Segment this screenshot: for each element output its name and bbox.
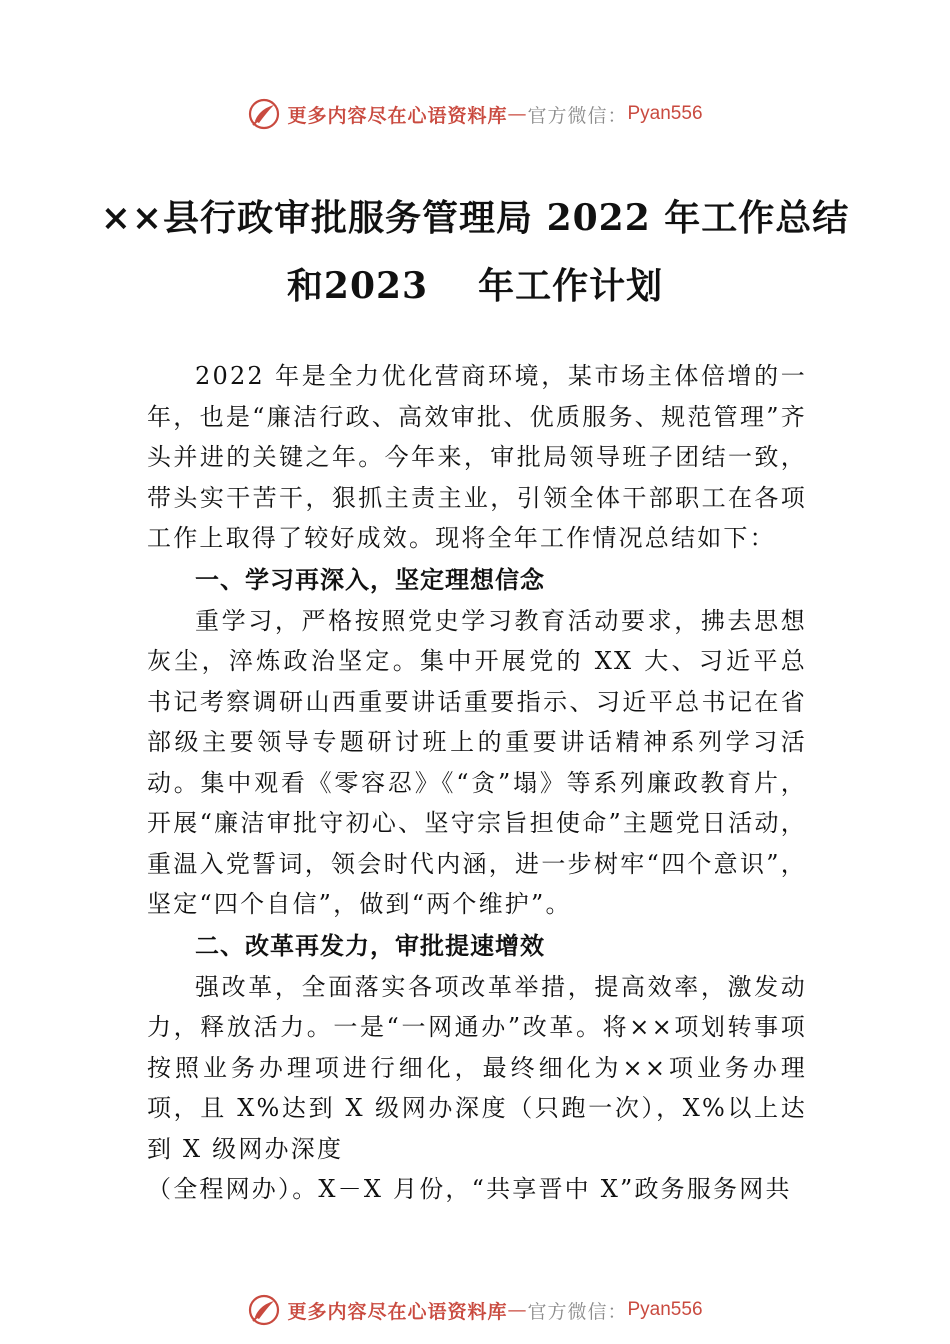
watermark-banner-top (0, 94, 950, 134)
banner-dash: — (507, 103, 528, 125)
section1-paragraph: 重学习，严格按照党史学习教育活动要求，拂去思想灰尘，淬炼政治坚定。集中开展党的 XX 大、习近平总书记考察调研山西重要讲话重要指示、习近平总书记在省部级主要领导专题研讨班上的重要讲话精神系列学习活动。集中观看《零容忍》《“贪”塌》等系列廉政教育片，开展“廉洁审批守初心、坚守宗旨担使命”主题党日活动，重温入党誓词，领会时代内涵，进一步树牢“四个意识”，坚定“四个自信”，做到“两个维护”。 (147, 606, 807, 918)
document-body (147, 356, 807, 1210)
title-line2-part-a: 和2023 (286, 265, 429, 307)
title-line2-part-b: 年工作计划 (478, 265, 664, 307)
brush-logo-icon (247, 1293, 281, 1327)
watermark-banner-bottom (0, 1290, 950, 1330)
brush-logo-icon (247, 97, 281, 131)
banner-slogan: 更多内容尽在心语资料库 (287, 104, 508, 127)
section2-paragraph-continued: （全程网办）。X－X 月份，“共享晋中 X”政务服务网共 (147, 1175, 792, 1203)
banner-wechat-label: 官方微信： (527, 104, 628, 127)
section-heading-2: 二、改革再发力，审批提速增效 (195, 931, 545, 960)
banner-slogan: 更多内容尽在心语资料库 (287, 1300, 508, 1323)
intro-paragraph: 2022 年是全力优化营商环境，某市场主体倍增的一年，也是“廉洁行政、高效审批、优质服务、规范管理”齐头并进的关键之年。今年来，审批局领导班子团结一致，带头实干苦干，狠抓主责主业，引领全体干部职工在各项工作上取得了较好成效。现将全年工作情况总结如下： (147, 362, 807, 552)
banner-wechat-label: 官方微信： (527, 1300, 628, 1323)
section-heading-1: 一、学习再深入，坚定理想信念 (195, 565, 545, 594)
banner-wechat-handle: Pyan556 (627, 1299, 703, 1320)
document-title-line1: ××县行政审批服务管理局 2022 年工作总结 (100, 197, 850, 239)
document-title-line2 (0, 258, 950, 309)
section2-paragraph: 强改革，全面落实各项改革举措，提高效率，激发动力，释放活力。一是“一网通办”改革。将××项划转事项按照业务办理项进行细化，最终细化为××项业务办理项，且 X%达到 X 级网办深度（只跑一次），X%以上达到 X 级网办深度 (147, 972, 807, 1163)
banner-dash: — (507, 1299, 528, 1321)
banner-wechat-handle: Pyan556 (627, 103, 703, 124)
